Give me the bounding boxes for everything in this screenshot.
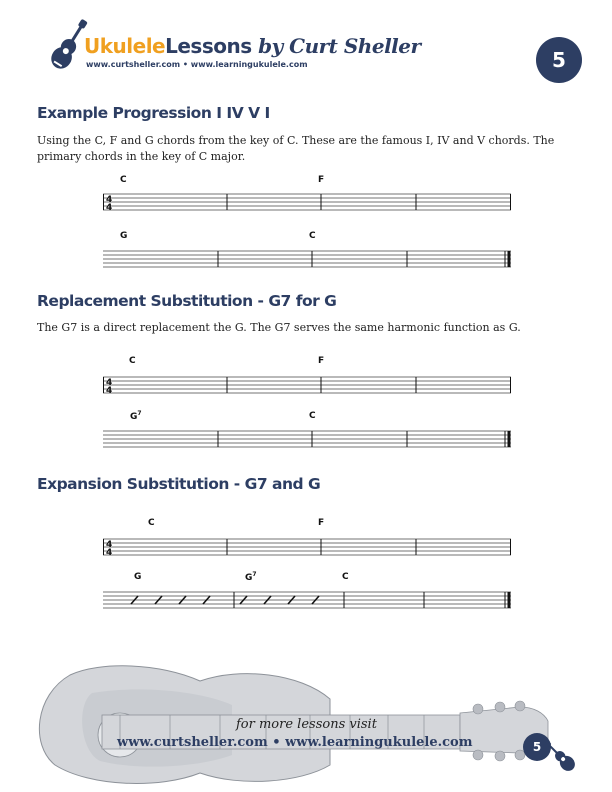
section-1-description: Using the C, F and G chords from the key of C. These are the famous I, IV and V chords. The primary chords in the key of C major. — [37, 134, 555, 163]
chord-symbol: F — [318, 356, 325, 366]
footer-sites[interactable]: www.curtsheller.com • www.learningukulele.com — [117, 735, 473, 750]
footer-visit-text: for more lessons visit — [236, 717, 377, 732]
logo-title: UkuleleLessons by Curt Sheller — [84, 34, 421, 58]
chord-symbol: C — [309, 231, 316, 241]
chord-symbol: $G^7$ — [245, 571, 257, 583]
chord-symbol: $G^7$ — [130, 410, 142, 422]
time-signature-top: 4 — [106, 195, 113, 205]
section-2-description: The G7 is a direct replacement the G. The G7 serves the same harmonic function as G. — [37, 321, 521, 334]
time-signature-top: 4 — [106, 378, 113, 388]
time-signature-bottom: 4 — [106, 203, 113, 211]
header-logo — [50, 16, 421, 76]
chord-symbol: C — [309, 411, 316, 421]
staff-line — [103, 591, 511, 609]
chord-symbol: F — [318, 518, 325, 528]
section-1-title: Example Progression I IV V I — [37, 104, 270, 122]
staff-line — [103, 538, 511, 556]
section-3-title: Expansion Substitution - G7 and G — [37, 475, 321, 493]
ukulele-footer-icon — [540, 736, 582, 778]
time-signature-bottom: 4 — [106, 548, 113, 556]
staff-line — [103, 193, 511, 211]
time-signature-bottom: 4 — [106, 386, 113, 394]
chord-symbol: C — [120, 175, 127, 185]
staff-line — [103, 250, 511, 268]
staff-line — [103, 430, 511, 448]
section-2-title: Replacement Substitution - G7 for G — [37, 292, 337, 310]
page-number-badge: 5 — [536, 37, 582, 83]
chord-symbol: C — [129, 356, 136, 366]
staff-line — [103, 376, 511, 394]
header-sites: www.curtsheller.com • www.learningukulele.com — [86, 60, 308, 69]
chord-symbol: C — [342, 572, 349, 582]
chord-symbol: F — [318, 175, 325, 185]
chord-symbol: C — [148, 518, 155, 528]
footer-page-number: 5 — [523, 733, 551, 761]
chord-symbol: G — [120, 231, 128, 241]
ukulele-logo-icon — [50, 16, 88, 76]
time-signature-top: 4 — [106, 540, 113, 550]
chord-symbol: G — [134, 572, 142, 582]
